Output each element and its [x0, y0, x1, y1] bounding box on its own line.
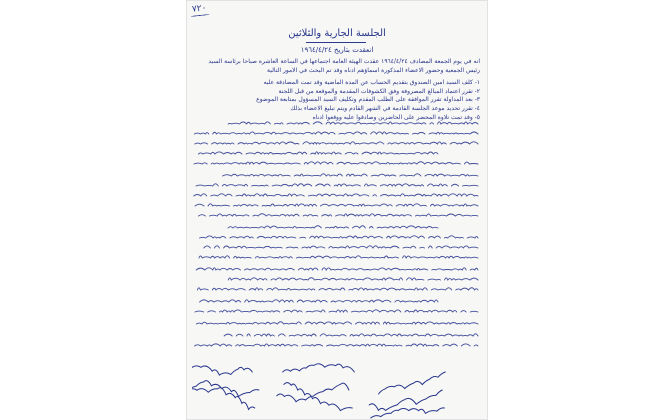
- handwriting-line: [191, 310, 478, 312]
- document-body: [196, 58, 480, 122]
- document-subtitle: انعقدت بتاريخ ١٩٦٤/٤/٢٤: [300, 46, 374, 54]
- signature-scribbles: [192, 362, 482, 420]
- handwriting-line: [228, 278, 478, 280]
- signature: [379, 372, 446, 394]
- handwriting-line: [195, 142, 478, 144]
- paragraph-intro-1: انه في يوم الجمعة المصادف ١٩٦٤/٤/٢٤ عقدت الهيئة العامة اجتماعها في الساعة العاشرة صباحاً برئاسة السيد: [208, 58, 480, 65]
- paragraph-item-3: ٣- بعد المداولة تقرر الموافقة على الطلب المقدم وتكليف السيد المسؤول بمتابعة الموضوع: [256, 96, 480, 104]
- handwriting-line: [200, 236, 478, 238]
- paragraph-intro-2: رئيس الجمعية وحضور الاعضاء المذكورة اسماؤهم ادناه وقد تم البحث في الامور التالية: [267, 66, 480, 74]
- paragraph-item-1: ١- كلف السيد امين الصندوق بتقديم الحساب عن المدة الماضية وقد تمت المصادقة عليه: [263, 79, 480, 87]
- paragraph-item-2: ٢- تقرر اعتماد المبالغ المصروفة وفق الكشوفات المقدمة والموقعة من قبل اللجنة: [278, 87, 480, 95]
- handwriting-line: [194, 132, 478, 134]
- handwriting-line: [218, 174, 478, 176]
- handwriting-line: [228, 122, 478, 124]
- signature: [283, 364, 355, 372]
- handwriting-line: [191, 204, 478, 206]
- handwriting-line: [196, 322, 478, 324]
- handwriting-line: [196, 268, 478, 270]
- handwriting-line: [194, 162, 478, 164]
- document-title: الجلسة الجارية والثلاثين: [288, 28, 386, 39]
- paragraph-item-4: ٤- تقرر تحديد موعد الجلسة القادمة في الشهر القادم ويتم تبليغ الاعضاء بذلك: [290, 104, 480, 112]
- handwriting-line: [194, 152, 438, 154]
- page-number: ٧٢٠: [191, 3, 207, 15]
- handwriting-line: [224, 334, 478, 336]
- signature: [371, 408, 445, 418]
- signature: [369, 390, 442, 410]
- signature: [192, 366, 252, 375]
- paragraph-item-5: ٥- وقد تمت تلاوة المحضر على الحاضرين وصادقوا عليه ووقعوا ادناه: [312, 113, 480, 121]
- title-underline: [306, 42, 366, 43]
- handwriting-line: [228, 226, 438, 228]
- signature-block: [192, 362, 482, 420]
- handwriting-line: [196, 184, 478, 186]
- handwriting-line: [200, 246, 478, 248]
- handwriting-line: [195, 344, 478, 346]
- signature: [192, 388, 255, 410]
- document-page: [186, 0, 488, 420]
- handwriting-line: [194, 194, 478, 196]
- handwriting-line: [199, 256, 478, 258]
- signature: [284, 383, 352, 411]
- handwriting-line: [200, 300, 438, 302]
- handwriting-line: [197, 288, 478, 290]
- handwriting-line: [199, 214, 479, 216]
